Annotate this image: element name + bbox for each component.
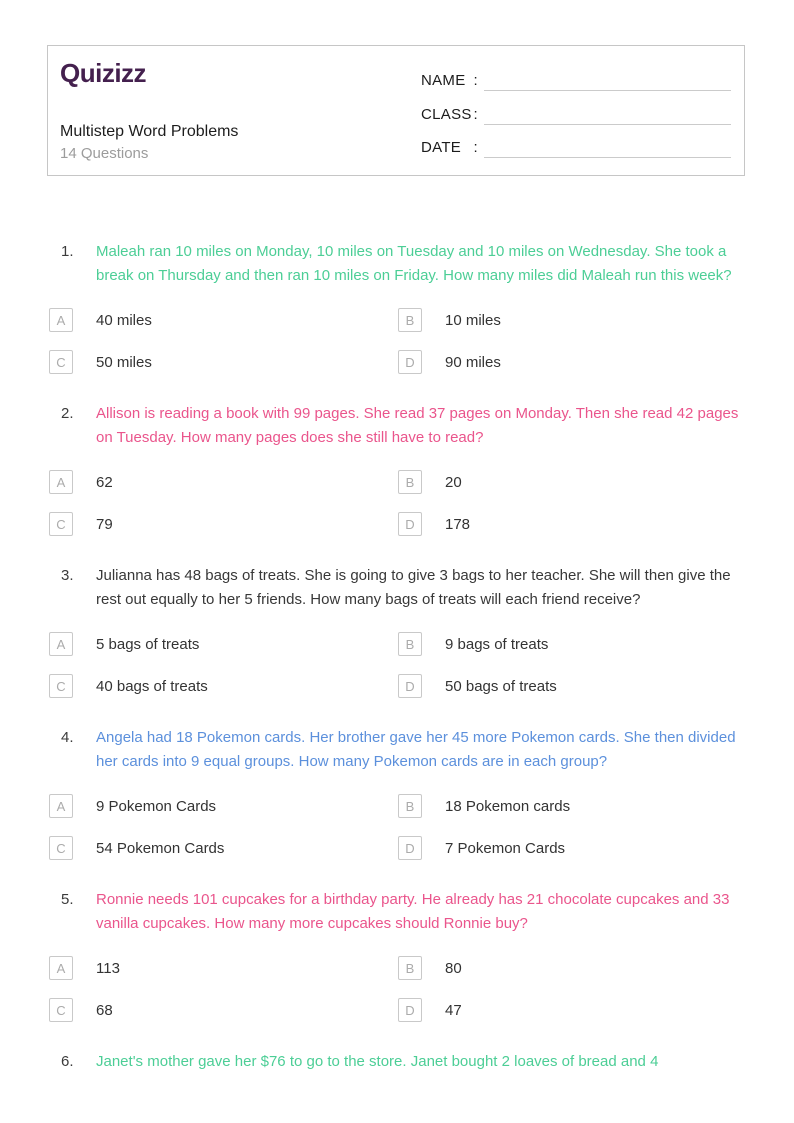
option-letter-box: A [49, 308, 73, 332]
option-letter-box: B [398, 470, 422, 494]
option-letter-box: C [49, 512, 73, 536]
option-text: 40 miles [96, 311, 152, 329]
name-field-line [484, 72, 731, 91]
option-b [398, 308, 747, 332]
question-text: Ronnie needs 101 cupcakes for a birthday party. He already has 21 chocolate cupcakes and 33 vanilla cupcakes. How many more cupcakes should Ronnie buy? [96, 891, 730, 932]
name-field-label [421, 72, 478, 91]
question-6 [47, 1050, 747, 1074]
quizizz-logo: Quizizz [60, 58, 147, 88]
option-d [398, 674, 747, 698]
class-field [421, 104, 731, 125]
option-a [49, 794, 398, 818]
option-b [398, 956, 747, 980]
option-text: 68 [96, 1001, 113, 1019]
option-text: 18 Pokemon cards [445, 797, 571, 815]
option-b [398, 632, 747, 656]
question-number: 6. [61, 1053, 74, 1070]
option-text: 5 bags of treats [96, 635, 200, 653]
worksheet-header [47, 45, 745, 176]
question-number: 1. [61, 243, 74, 260]
name-label-text: NAME [421, 72, 466, 89]
option-a [49, 470, 398, 494]
option-text: 10 miles [445, 311, 501, 329]
question-5 [47, 888, 747, 1022]
option-text: 90 miles [445, 353, 501, 371]
worksheet-title: Multistep Word Problems [60, 123, 239, 140]
option-text: 40 bags of treats [96, 677, 208, 695]
date-label-colon: : [473, 139, 478, 156]
option-text: 50 miles [96, 353, 152, 371]
class-label-text: CLASS [421, 106, 472, 123]
question-number: 2. [61, 405, 74, 422]
options-grid [49, 632, 747, 698]
option-b [398, 794, 747, 818]
option-d [398, 512, 747, 536]
option-letter-box: D [398, 836, 422, 860]
option-letter-box: C [49, 836, 73, 860]
option-text: 79 [96, 515, 113, 533]
options-grid [49, 470, 747, 536]
question-1 [47, 240, 747, 374]
options-grid [49, 794, 747, 860]
option-letter-box: B [398, 956, 422, 980]
question-number: 3. [61, 567, 74, 584]
question-text: Janet's mother gave her $76 to go to the store. Janet bought 2 loaves of bread and 4 [96, 1053, 659, 1070]
class-field-label [421, 106, 478, 125]
option-letter-box: C [49, 998, 73, 1022]
option-letter-box: A [49, 632, 73, 656]
option-text: 80 [445, 959, 462, 977]
option-letter-box: D [398, 998, 422, 1022]
question-text: Allison is reading a book with 99 pages. She read 37 pages on Monday. Then she read 42 pages on Tuesday. How many pages does she still have to read? [96, 405, 739, 446]
date-field-line [484, 139, 731, 158]
option-text: 113 [96, 959, 120, 977]
question-row [47, 564, 747, 611]
name-field [421, 70, 731, 91]
option-c [49, 836, 398, 860]
option-c [49, 350, 398, 374]
option-letter-box: C [49, 674, 73, 698]
option-text: 62 [96, 473, 113, 491]
questions-area [47, 240, 747, 1102]
student-fields [421, 46, 731, 175]
class-field-line [484, 106, 731, 125]
question-row [47, 240, 747, 287]
option-a [49, 956, 398, 980]
option-d [398, 350, 747, 374]
option-text: 178 [445, 515, 471, 533]
question-2 [47, 402, 747, 536]
class-label-colon: : [473, 106, 478, 123]
option-text: 7 Pokemon Cards [445, 839, 566, 857]
date-field-label [421, 139, 478, 158]
option-text: 9 Pokemon Cards [96, 797, 217, 815]
question-row [47, 726, 747, 773]
option-text: 54 Pokemon Cards [96, 839, 225, 857]
option-b [398, 470, 747, 494]
option-c [49, 674, 398, 698]
question-row [47, 402, 747, 449]
question-text: Maleah ran 10 miles on Monday, 10 miles on Tuesday and 10 miles on Wednesday. She took a break on Thursday and then ran 10 miles on Friday. How many miles did Maleah run this week? [96, 243, 732, 284]
option-letter-box: A [49, 470, 73, 494]
option-c [49, 998, 398, 1022]
option-a [49, 308, 398, 332]
question-3 [47, 564, 747, 698]
date-field [421, 137, 731, 158]
option-letter-box: B [398, 632, 422, 656]
option-letter-box: A [49, 956, 73, 980]
question-number: 4. [61, 729, 74, 746]
question-4 [47, 726, 747, 860]
options-grid [49, 956, 747, 1022]
name-label-colon: : [473, 72, 478, 89]
question-text: Julianna has 48 bags of treats. She is going to give 3 bags to her teacher. She will then give the rest out equally to her 5 friends. How many bags of treats will each friend receive? [96, 567, 731, 608]
option-letter-box: D [398, 674, 422, 698]
option-letter-box: D [398, 350, 422, 374]
option-text: 20 [445, 473, 462, 491]
options-grid [49, 308, 747, 374]
question-row [47, 1050, 747, 1074]
option-letter-box: B [398, 794, 422, 818]
question-number: 5. [61, 891, 74, 908]
question-count: 14 Questions [60, 145, 149, 162]
option-letter-box: B [398, 308, 422, 332]
question-text: Angela had 18 Pokemon cards. Her brother gave her 45 more Pokemon cards. She then divided her cards into 9 equal groups. How many Pokemon cards are in each group? [96, 729, 736, 770]
date-label-text: DATE [421, 139, 462, 156]
option-c [49, 512, 398, 536]
option-d [398, 998, 747, 1022]
option-a [49, 632, 398, 656]
option-letter-box: A [49, 794, 73, 818]
option-letter-box: D [398, 512, 422, 536]
question-row [47, 888, 747, 935]
option-text: 50 bags of treats [445, 677, 557, 695]
option-letter-box: C [49, 350, 73, 374]
option-text: 47 [445, 1001, 462, 1019]
option-d [398, 836, 747, 860]
option-text: 9 bags of treats [445, 635, 549, 653]
